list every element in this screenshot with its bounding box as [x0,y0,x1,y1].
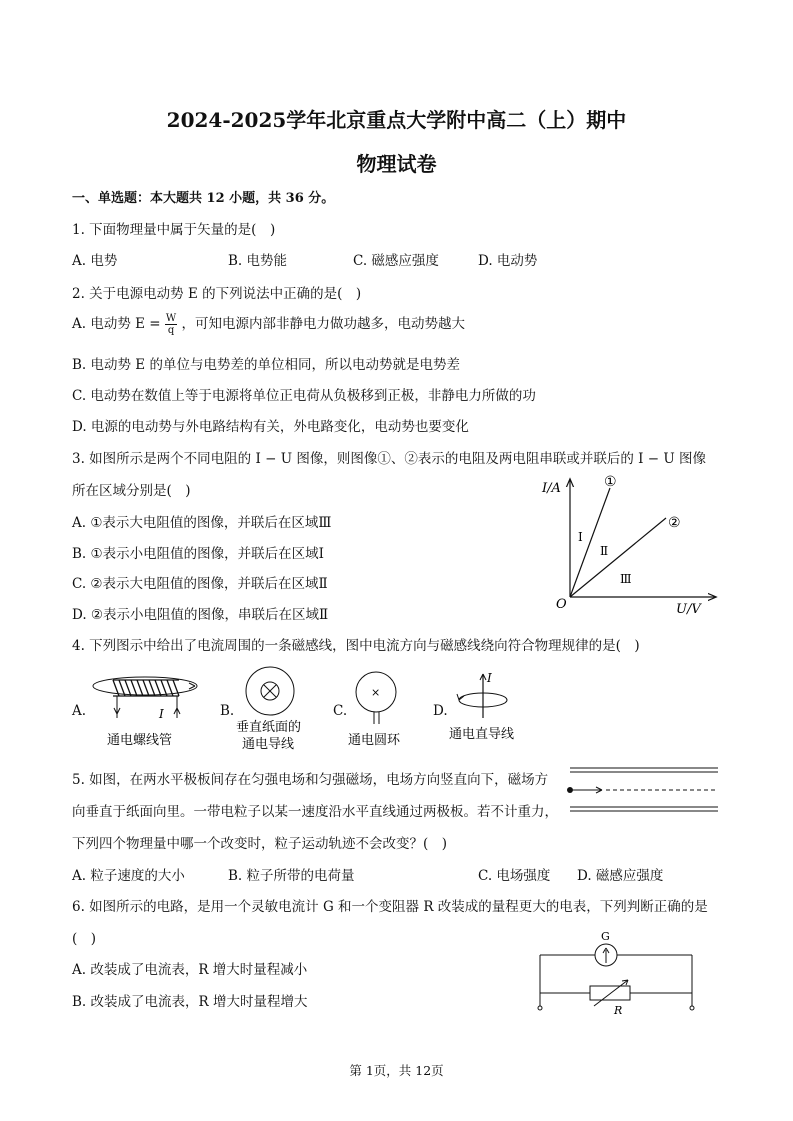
wire-current-label: I [487,671,492,685]
region-3-label: Ⅲ [620,572,632,586]
region-2-label: Ⅱ [600,544,609,558]
q3-option-a: A. ①表示大电阻值的图像，并联后在区域Ⅲ [72,515,332,531]
q6-option-b: B. 改装成了电流表，R 增大时量程增大 [72,994,308,1010]
q4-fig-c-letter: C. [333,703,348,719]
fraction-w-over-q [165,313,177,336]
q5-line2: 向垂直于纸面向里。一带电粒子以某一速度沿水平直线通过两极板。若不计重力， [72,804,558,820]
svg-text:×: × [371,686,381,699]
wire-caption-line1: 垂直纸面的 [236,720,302,735]
q5-option-a: A. 粒子速度的大小 [72,868,185,884]
q1-option-d: D. 电动势 [478,253,538,269]
straight-wire-figure [445,668,545,748]
q2-option-b: B. 电动势 E 的单位与电势差的单位相同，所以电动势就是电势差 [72,357,460,373]
galvanometer-label: G [601,930,610,943]
q4-fig-b-letter: B. [220,703,235,719]
q4-fig-d-letter: D. [433,703,448,719]
q2-option-a-suffix: ，可知电源内部非静电力做功越多，电动势越大 [181,316,465,332]
loop-caption: 通电圆环 [348,733,401,748]
y-axis-label: I/A [542,481,561,496]
q3-stem-line2: 所在区域分别是( ) [72,483,191,499]
q2-option-c: C. 电动势在数值上等于电源将单位正电荷从负极移到正极，非静电力所做的功 [72,388,536,404]
q6-line2: ( ) [72,931,97,947]
q2-stem: 2. 关于电源电动势 E 的下列说法中正确的是( ) [72,286,362,302]
x-axis-label: U/V [676,602,701,617]
q6-line1: 6. 如图所示的电路，是用一个灵敏电流计 G 和一个变阻器 R 改装成的量程更大的电表，下列判断正确的是 [72,899,708,915]
q1-option-a: A. 电势 [72,253,118,269]
particle-dot [567,787,573,793]
q3-stem-line1: 3. 如图所示是两个不同电阻的 I − U 图像，则图像①、②表示的电阻及两电阻串联或并联后的 I − U 图像 [72,451,707,467]
q5-option-d: D. 磁感应强度 [577,868,664,884]
q1-stem: 1. 下面物理量中属于矢量的是( ) [72,222,276,238]
exam-subtitle: 物理试卷 [356,152,437,176]
straight-wire-caption: 通电直导线 [449,727,515,742]
q4-stem: 4. 下列图示中给出了电流周围的一条磁感线，图中电流方向与磁感线绕向符合物理规律的是( ) [72,638,640,654]
q6-option-a: A. 改装成了电流表，R 增大时量程减小 [72,962,308,978]
q2-option-a-prefix: A. 电动势 E = [72,316,161,332]
origin-label: O [556,597,567,612]
q5-line1: 5. 如图，在两水平极板间存在匀强电场和匀强磁场，电场方向竖直向下，磁场方 [72,772,549,788]
rheostat-label: R [614,1004,623,1017]
exam-title: 2024-2025学年北京重点大学附中高二（上）期中 [166,108,627,132]
q3-option-d: D. ②表示小电阻值的图像，串联后在区域Ⅱ [72,607,329,623]
q3-option-c: C. ②表示大电阻值的图像，并联后在区域Ⅱ [72,576,328,592]
fraction-denominator: q [167,325,175,336]
q1-option-b: B. 电势能 [228,253,288,269]
wire-caption-line2: 通电导线 [242,737,295,752]
iu-graph-figure [530,470,730,620]
section-heading: 一、单选题：本大题共 12 小题，共 36 分。 [72,191,335,206]
q2-option-a [72,312,465,336]
parallel-plates-figure [562,760,722,820]
q3-option-b: B. ①表示小电阻值的图像，并联后在区域Ⅰ [72,546,324,562]
q1-option-c: C. 磁感应强度 [353,253,439,269]
solenoid-caption: 通电螺线管 [107,733,173,748]
line-1-label: ① [604,474,617,490]
solenoid-current-label: I [159,707,164,721]
q5-option-b: B. 粒子所带的电荷量 [228,868,355,884]
current-loop-figure [342,670,432,750]
page-footer: 第 1页，共 12页 [349,1063,444,1078]
wire-into-page-figure [228,666,328,756]
solenoid-figure [85,660,205,755]
q4-fig-a-letter: A. [72,703,87,719]
line-2-label: ② [668,515,681,531]
q5-option-c: C. 电场强度 [478,868,551,884]
region-1-label: Ⅰ [578,530,583,544]
fraction-numerator: W [165,313,177,324]
q5-line3: 下列四个物理量中哪一个改变时，粒子运动轨迹不会改变？( ) [72,836,448,852]
q2-option-d: D. 电源的电动势与外电路结构有关，外电路变化，电动势也要变化 [72,419,469,435]
rheostat-icon [590,986,630,1000]
meter-circuit-figure [530,928,705,1018]
